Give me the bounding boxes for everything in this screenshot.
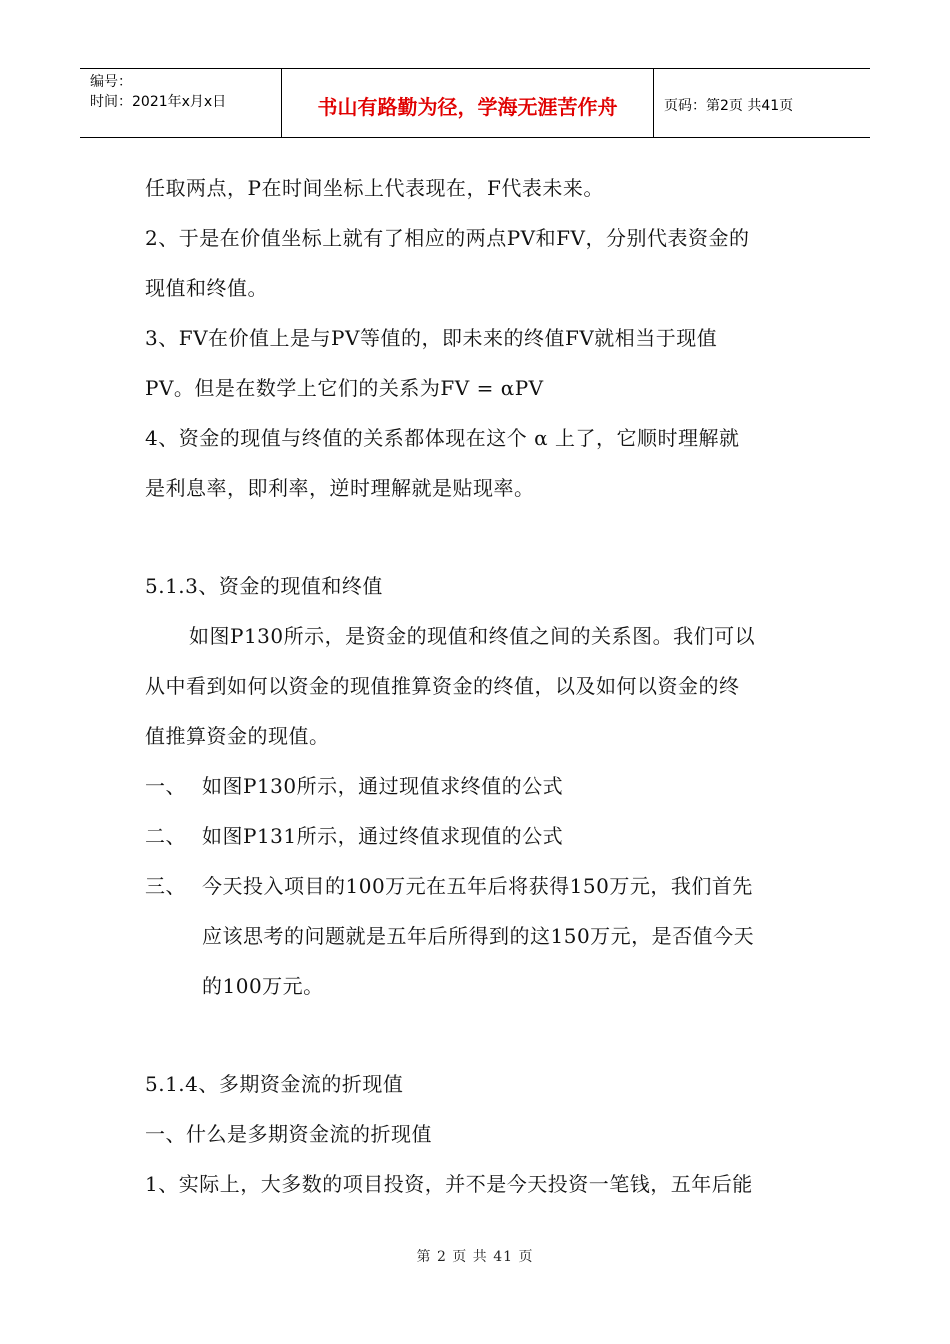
list-marker: 二、 — [145, 824, 186, 848]
list-item-text: 今天投入项目的100万元在五年后将获得150万元，我们首先 — [202, 874, 753, 898]
paragraph-line: PV。但是在数学上它们的关系为FV = αPV — [145, 376, 544, 400]
section-heading: 5.1.4、多期资金流的折现值 — [145, 1072, 404, 1096]
paragraph-line: 值推算资金的现值。 — [145, 724, 330, 748]
paragraph-line: 从中看到如何以资金的现值推算资金的终值，以及如何以资金的终 — [145, 674, 740, 698]
list-marker: 一、 — [145, 774, 186, 798]
header-page-info: 页码：第2页 共41页 — [664, 98, 794, 114]
section-heading: 5.1.3、资金的现值和终值 — [145, 574, 383, 598]
paragraph-line: 一、什么是多期资金流的折现值 — [145, 1122, 432, 1146]
document-time-label: 时间：2021年x月x日 — [90, 94, 227, 110]
list-item-text: 应该思考的问题就是五年后所得到的这150万元，是否值今天 — [202, 924, 755, 948]
header-page-cell — [654, 69, 870, 137]
paragraph-line: 3、FV在价值上是与PV等值的，即未来的终值FV就相当于现值 — [145, 326, 718, 350]
paragraph-line: 现值和终值。 — [145, 276, 268, 300]
page-footer: 第 2 页 共 41 页 — [416, 1249, 534, 1265]
page-header — [80, 68, 870, 138]
header-motto: 书山有路勤为径，学海无涯苦作舟 — [317, 95, 618, 119]
list-item-text: 如图P130所示，通过现值求终值的公式 — [202, 774, 564, 798]
paragraph-line: 4、资金的现值与终值的关系都体现在这个 α 上了，它顺时理解就 — [145, 426, 740, 450]
paragraph-line: 2、于是在价值坐标上就有了相应的两点PV和FV，分别代表资金的 — [145, 226, 750, 250]
header-motto-cell — [282, 69, 654, 137]
paragraph-line: 1、实际上，大多数的项目投资，并不是今天投资一笔钱，五年后能 — [145, 1172, 753, 1196]
list-item-text: 的100万元。 — [202, 974, 324, 998]
paragraph-line: 是利息率，即利率，逆时理解就是贴现率。 — [145, 476, 535, 500]
list-marker: 三、 — [145, 874, 186, 898]
header-meta-cell — [80, 69, 282, 137]
list-item-text: 如图P131所示，通过终值求现值的公式 — [202, 824, 564, 848]
paragraph-line: 任取两点，P在时间坐标上代表现在，F代表未来。 — [145, 176, 604, 200]
paragraph-line: 如图P130所示，是资金的现值和终值之间的关系图。我们可以 — [189, 624, 756, 648]
document-number-label: 编号： — [90, 74, 132, 90]
